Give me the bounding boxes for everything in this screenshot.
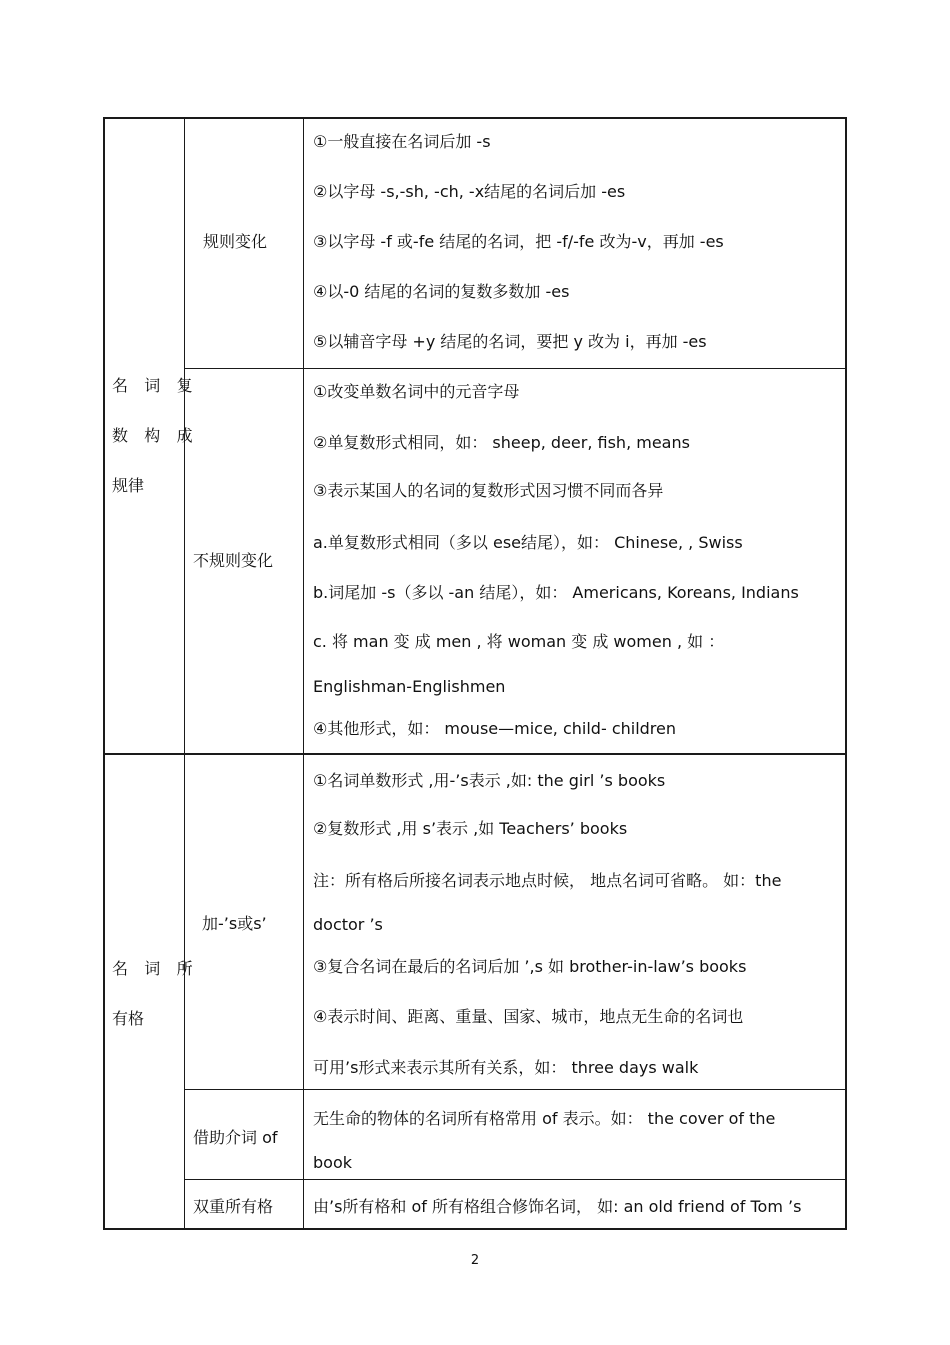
regular-change-label: 规则变化 [203, 232, 268, 251]
irregular-rule: a.单复数形式相同（多以 ese结尾），如： Chinese, , Swiss [313, 533, 743, 552]
double-possessive-rule: 由’s所有格和 of 所有格组合修饰名词， 如: an old friend of Tom ’s [313, 1197, 802, 1216]
irregular-rule: ②单复数形式相同，如： sheep, deer, fish, means [313, 433, 690, 452]
row-divider-of [184, 1179, 847, 1180]
of-preposition-rule: 无生命的物体的名词所有格常用 of 表示。如： the cover of the [313, 1109, 776, 1128]
possessive-category-line-2: 有格 [112, 1009, 145, 1028]
plural-category-line-1: 名 词 复 [112, 376, 199, 395]
regular-rule: ⑤以辅音字母 +y 结尾的名词，要把 y 改为 i，再加 -es [313, 332, 707, 351]
plural-category-line-2: 数 构 成 [112, 426, 199, 445]
apostrophe-rule: doctor ’s [313, 915, 383, 934]
regular-rule: ②以字母 -s,-sh, -ch, -x结尾的名词后加 -es [313, 182, 626, 201]
section-divider [103, 753, 847, 755]
irregular-rule: ①改变单数名词中的元音字母 [313, 382, 520, 401]
table-border-bottom [103, 1228, 847, 1230]
table-border-right [845, 117, 847, 1230]
apostrophe-rule: ②复数形式 ,用 s’表示 ,如 Teachers’ books [313, 819, 628, 838]
regular-rule: ④以-0 结尾的名词的复数多数加 -es [313, 282, 570, 301]
regular-rule: ③以字母 -f 或-fe 结尾的名词，把 -f/-fe 改为-v，再加 -es [313, 232, 724, 251]
apostrophe-s-label: 加-’s或s’ [202, 914, 267, 933]
possessive-category-line-1: 名 词 所 [112, 959, 199, 978]
regular-rule: ①一般直接在名词后加 -s [313, 132, 491, 151]
apostrophe-rule: 注：所有格后所接名词表示地点时候， 地点名词可省略。 如：the [313, 871, 782, 890]
apostrophe-rule: ①名词单数形式 ,用-’s表示 ,如: the girl ’s books [313, 771, 666, 790]
double-possessive-label: 双重所有格 [193, 1197, 274, 1216]
column-divider-2 [303, 117, 304, 1230]
apostrophe-rule: ④表示时间、距离、重量、国家、城市，地点无生命的名词也 [313, 1007, 744, 1026]
apostrophe-rule: 可用’s形式来表示其所有关系，如： three days walk [313, 1058, 699, 1077]
apostrophe-rule: ③复合名词在最后的名词后加 ’,s 如 brother-in-law’s books [313, 957, 747, 976]
irregular-change-label: 不规则变化 [193, 551, 274, 570]
column-divider-1 [184, 117, 185, 1230]
row-divider-regular [184, 368, 847, 369]
of-preposition-rule: book [313, 1153, 352, 1172]
irregular-rule: ③表示某国人的名词的复数形式因习惯不同而各异 [313, 481, 664, 500]
table-border-top [103, 117, 847, 119]
row-divider-apostrophe [184, 1089, 847, 1090]
irregular-rule: c. 将 man 变 成 men , 将 woman 变 成 women , 如 ： [313, 632, 725, 651]
irregular-rule: ④其他形式，如： mouse—mice, child- children [313, 719, 677, 738]
plural-category-line-3: 规律 [112, 476, 145, 495]
irregular-rule: b.词尾加 -s（多以 -an 结尾），如： Americans, Koreans, Indians [313, 583, 799, 602]
table-border-left [103, 117, 105, 1230]
irregular-rule: Englishman-Englishmen [313, 677, 506, 696]
of-preposition-label: 借助介词 of [193, 1128, 278, 1147]
page-number: 2 [470, 1253, 480, 1268]
